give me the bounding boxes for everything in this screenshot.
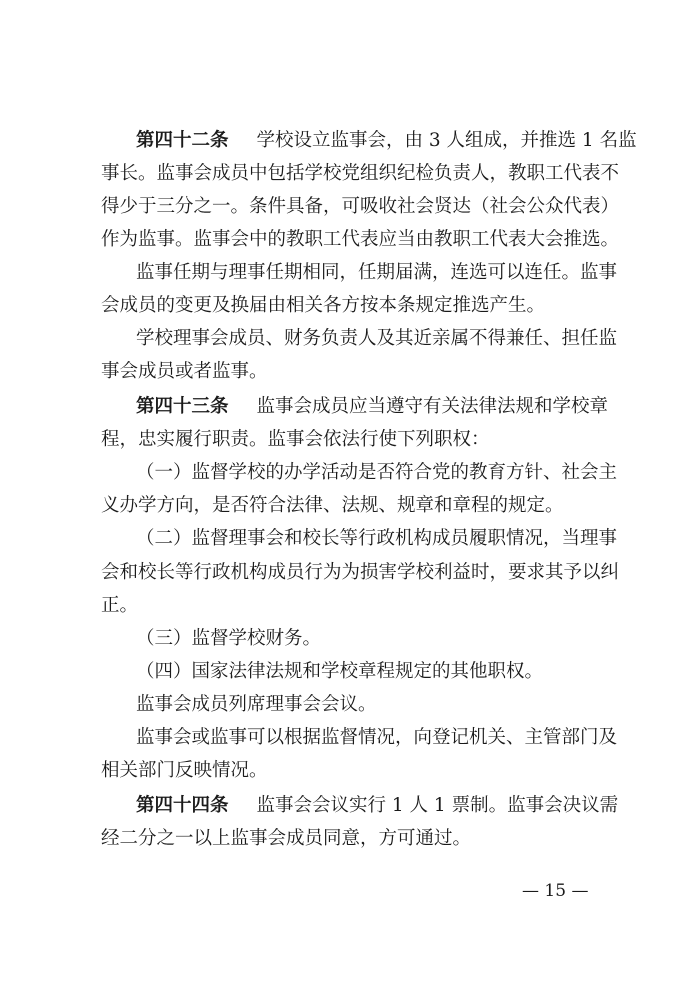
paragraph-line: 事长。监事会成员中包括学校党组织纪检负责人，教职工代表不 [101, 163, 620, 184]
paragraph-line: 事会成员或者监事。 [101, 361, 268, 382]
paragraph-line: 程，忠实履行职责。监事会依法行使下列职权： [101, 429, 490, 450]
article-44-heading: 第四十四条 [136, 795, 229, 816]
paragraph-line: 得少于三分之一。条件具备，可吸收社会贤达（社会公众代表） [101, 196, 620, 217]
list-item-line: （二）监督理事会和校长等行政机构成员履职情况，当理事 [136, 528, 618, 549]
list-item-line: （四）国家法律法规和学校章程规定的其他职权。 [136, 661, 544, 682]
paragraph-line: 相关部门反映情况。 [101, 760, 268, 781]
paragraph-line: 监事任期与理事任期相同，任期届满，连选可以连任。监事 [136, 262, 618, 283]
list-item-line: 会和校长等行政机构成员行为为损害学校利益时，要求其予以纠 [101, 562, 620, 583]
article-42-line-1 [136, 129, 637, 153]
paragraph-line: 监事会或监事可以根据监督情况，向登记机关、主管部门及 [136, 727, 618, 748]
paragraph-line: 会成员的变更及换届由相关各方按本条规定推选产生。 [101, 295, 546, 316]
article-43-heading: 第四十三条 [136, 396, 229, 417]
list-item-line: （一）监督学校的办学活动是否符合党的教育方针、社会主 [136, 462, 618, 483]
list-item-line: 义办学方向，是否符合法律、法规、规章和章程的规定。 [101, 495, 564, 516]
list-item-line: （三）监督学校财务。 [136, 628, 322, 649]
paragraph-line: 经二分之一以上监事会成员同意，方可通过。 [101, 828, 472, 849]
article-44-text: 监事会会议实行 1 人 1 票制。监事会决议需 [256, 795, 619, 816]
list-item-line: 正。 [101, 595, 139, 616]
article-43-text: 监事会成员应当遵守有关法律法规和学校章 [256, 396, 609, 417]
article-43-line-1 [136, 395, 609, 419]
article-42-text: 学校设立监事会，由 3 人组成，并推选 1 名监 [256, 130, 637, 151]
page-number: — 15 — [522, 881, 589, 901]
article-44-line-1 [136, 794, 619, 818]
paragraph-line: 作为监事。监事会中的教职工代表应当由教职工代表大会推选。 [101, 229, 620, 250]
paragraph-line: 监事会成员列席理事会会议。 [136, 694, 377, 715]
article-42-heading: 第四十二条 [136, 130, 229, 151]
paragraph-line: 学校理事会成员、财务负责人及其近亲属不得兼任、担任监 [136, 328, 618, 349]
